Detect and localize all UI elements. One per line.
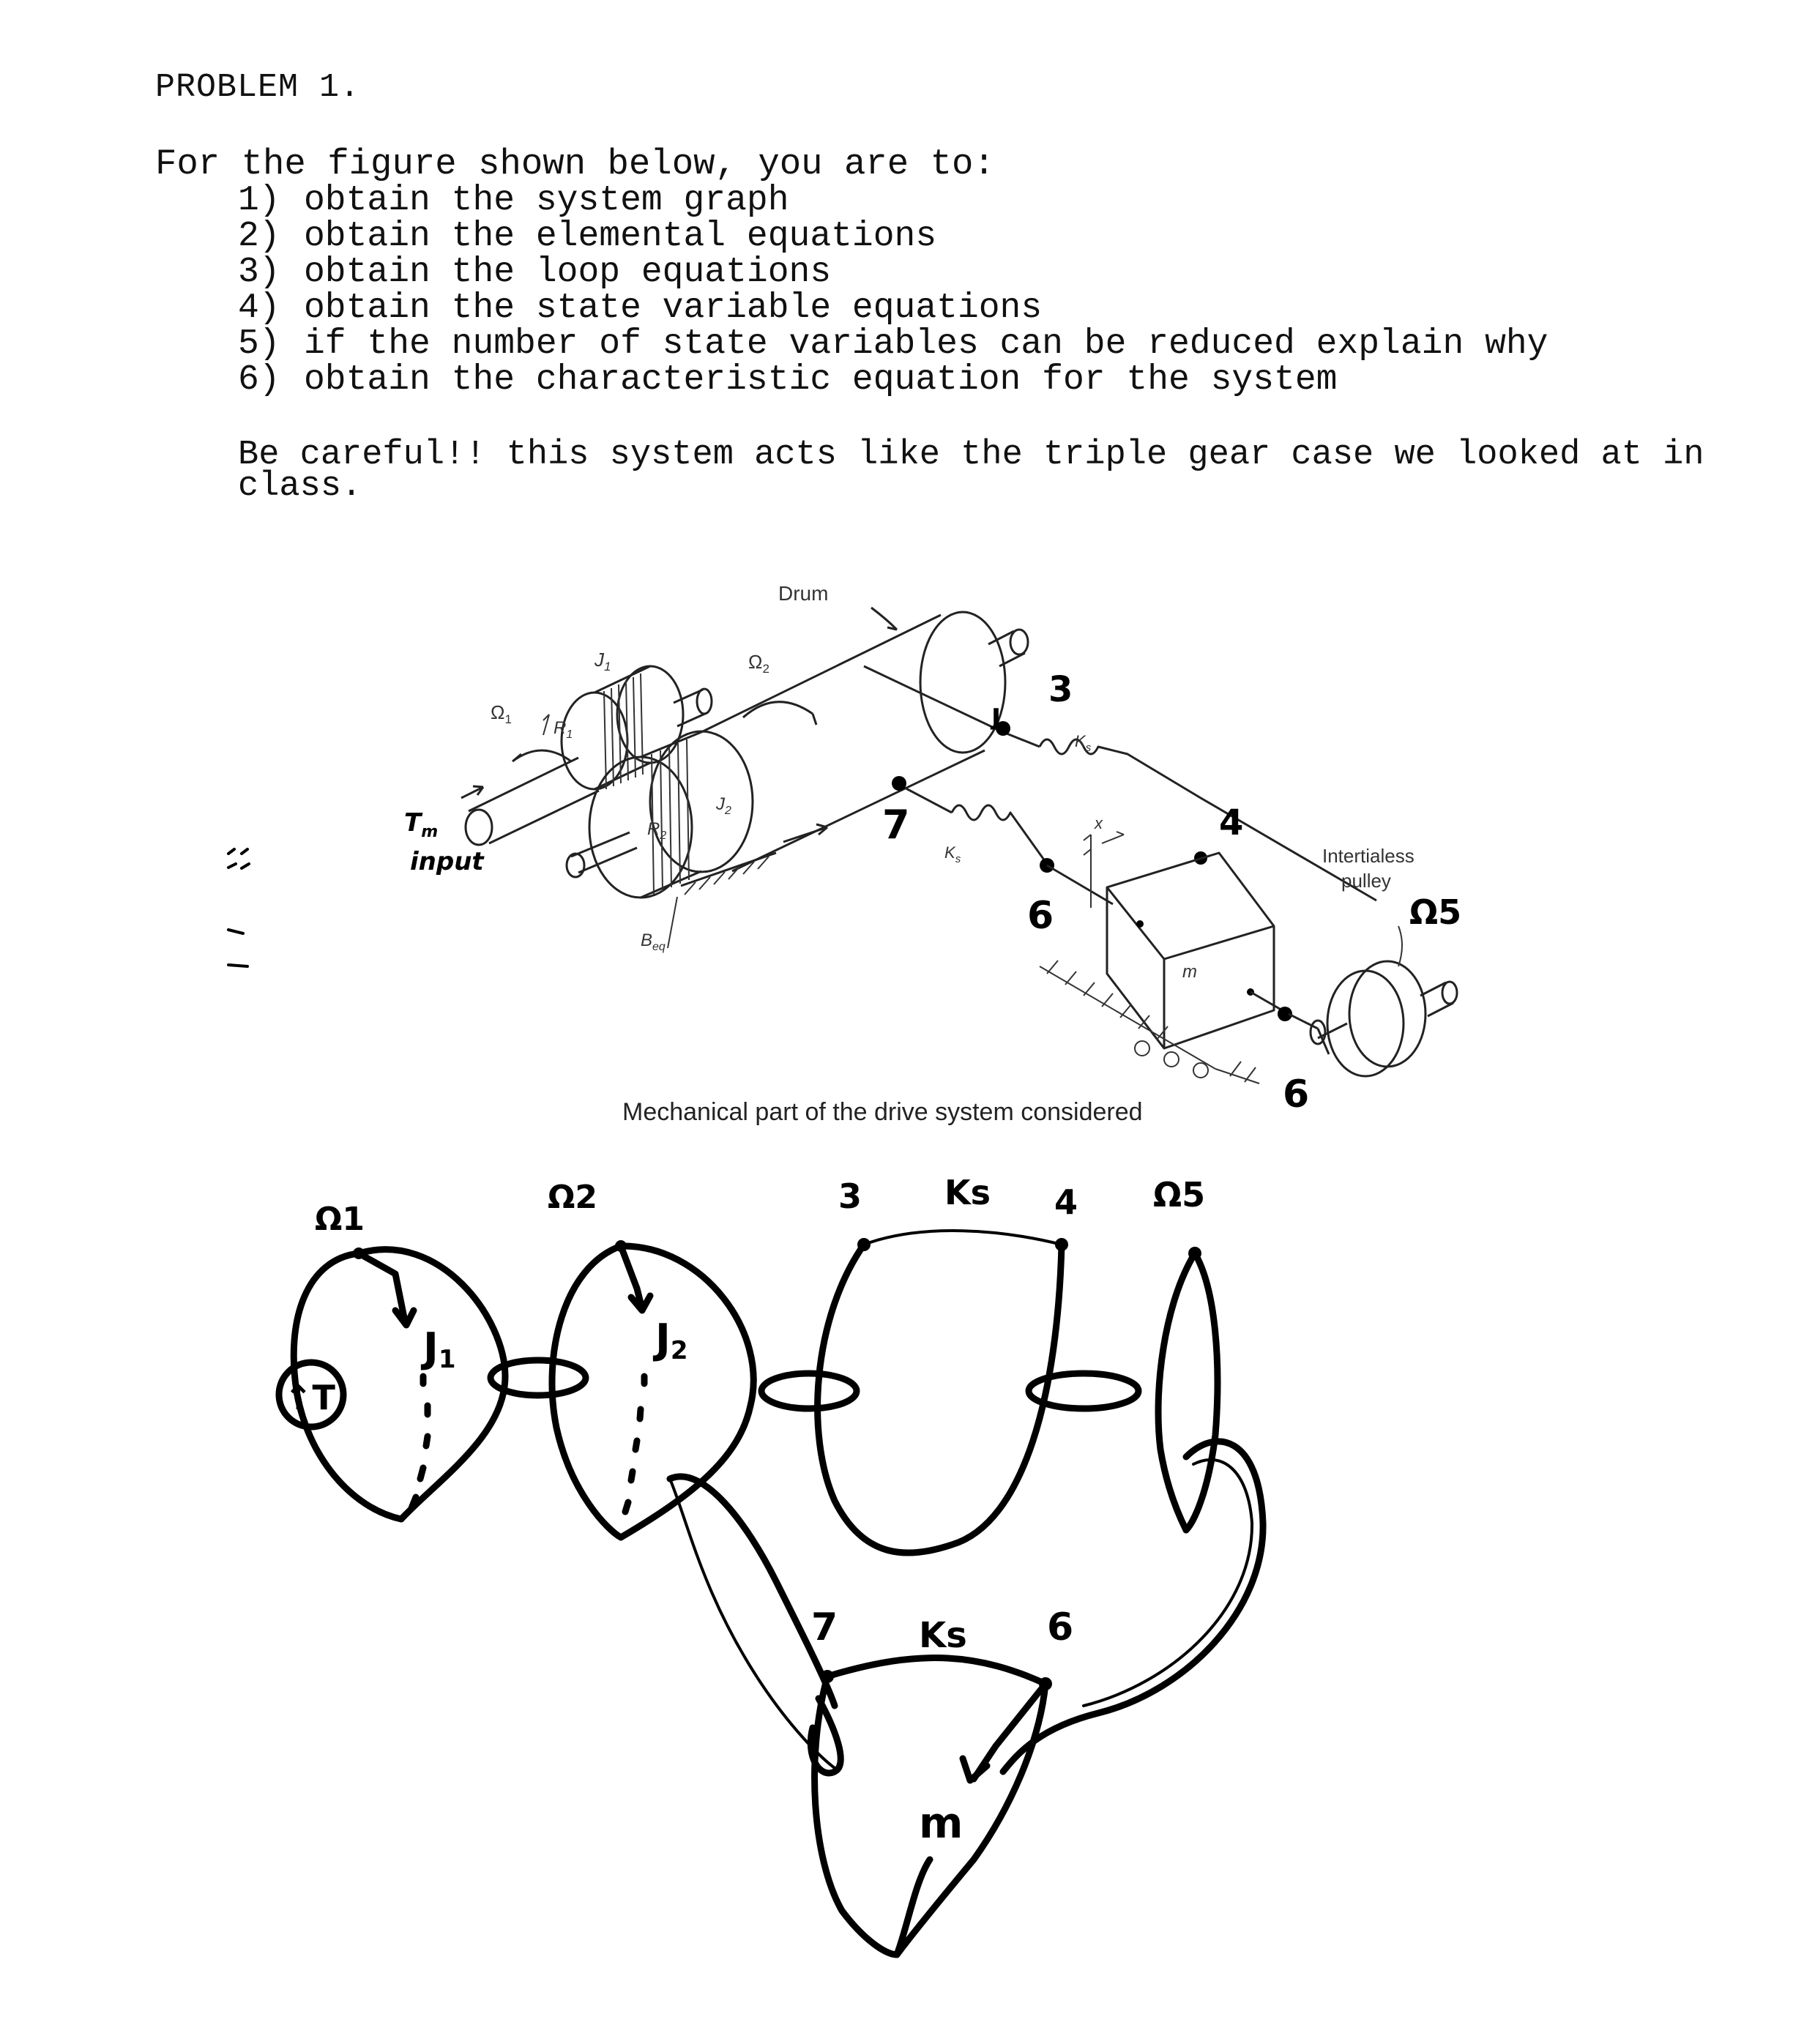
problem-title: PROBLEM 1. (155, 69, 361, 106)
warning-note: Be careful!! this system acts like the triple gear case we looked at in class. (238, 436, 1704, 506)
task-text: if the number of state variables can be reduced explain why (304, 324, 1548, 364)
r1-label (554, 718, 573, 741)
graph-label-ks-bottom: Ks (919, 1615, 967, 1656)
fig-node-3: 3 (1048, 669, 1073, 710)
fig-node-4: 4 (1219, 802, 1244, 843)
graph-label-7: 7 (811, 1605, 838, 1649)
fig-node-3-mark: ȷ (991, 698, 1002, 730)
task-number: 2) (238, 217, 280, 256)
graph-crosslink (670, 1477, 835, 1768)
fig-node-7: 7 (882, 802, 910, 848)
fig-node-6b: 6 (1283, 1073, 1310, 1116)
graph-label-omega5: Ω5 (1153, 1175, 1206, 1215)
ks-top-label (1075, 732, 1092, 754)
r1-label-sub: 1 (566, 728, 573, 741)
problem-intro: For the figure shown below, you are to: (155, 143, 995, 184)
torque-source (279, 1362, 343, 1427)
system-graph (279, 1173, 1263, 1955)
omega1-label-text: Ω (491, 701, 505, 723)
r1-label-text: R (554, 718, 567, 738)
margin-marks (228, 849, 249, 966)
task-number: 4) (238, 288, 280, 328)
spring-ks-bottom (892, 776, 1113, 904)
spring-ks-top (864, 666, 1376, 900)
graph-label-omega2: Ω2 (548, 1179, 598, 1216)
drum-label: Drum (778, 582, 829, 605)
tm-label-text: T (404, 808, 422, 838)
task-text: obtain the state variable equations (304, 288, 1043, 328)
omega2-label-text: Ω (748, 651, 763, 673)
inertialess-label: Intertialess (1322, 845, 1414, 867)
gear-j1 (562, 666, 712, 789)
graph-label-6: 6 (1047, 1605, 1074, 1649)
graph-label-3: 3 (838, 1176, 862, 1216)
graph-label-j2-text: J (655, 1316, 671, 1363)
graph-label-j2-sub: 2 (670, 1336, 688, 1365)
r2-label (647, 819, 666, 842)
graph-label-j1-text: J (423, 1324, 439, 1372)
j1-label-sub: 1 (604, 660, 611, 674)
task-number: 6) (238, 360, 280, 400)
task-text: obtain the loop equations (304, 253, 832, 292)
task-number: 3) (238, 253, 280, 292)
torque-source-label: ↑T (284, 1378, 335, 1417)
j1-label (594, 649, 611, 674)
fig-node-6a: 6 (1027, 894, 1054, 938)
tm-label-sub: m (421, 823, 439, 841)
graph-label-omega1: Ω1 (315, 1201, 365, 1238)
mass-block (1040, 832, 1318, 1083)
ks-bottom-label-text: K (944, 843, 955, 862)
beq-label-sub: eq (652, 941, 666, 953)
j2-label (715, 794, 731, 817)
fig-node-5: Ω5 (1409, 892, 1462, 932)
graph-label-j1-sub: 1 (438, 1345, 456, 1374)
task-text: obtain the characteristic equation for the system (304, 360, 1338, 400)
graph-label-mass: m (919, 1798, 963, 1848)
j2-label-text: J (716, 794, 725, 814)
pulley-label: pulley (1341, 870, 1391, 892)
mass-label: m (1182, 962, 1197, 982)
omega2-label (748, 651, 769, 676)
ks-top-label-sub: s (1085, 742, 1092, 754)
task-number: 5) (238, 324, 280, 364)
x-label: x (1095, 814, 1103, 832)
gear-transformer-2 (761, 1373, 857, 1409)
graph-label-ks-top: Ks (944, 1173, 991, 1212)
ks-top-label-text: K (1075, 732, 1086, 750)
tm-label (404, 808, 438, 841)
r2-label-text: R (647, 819, 660, 839)
inertialess-pulley (1311, 926, 1457, 1076)
figure-caption: Mechanical part of the drive system considered (622, 1098, 1143, 1126)
task-text: obtain the elemental equations (304, 217, 937, 256)
ks-bottom-label-sub: s (955, 853, 961, 865)
graph-loop-j2 (552, 1240, 753, 1537)
task-number: 1) (238, 181, 280, 220)
omega1-label-sub: 1 (504, 712, 512, 726)
graph-label-4: 4 (1054, 1182, 1078, 1222)
input-shaft (466, 758, 599, 845)
j1-label-text: J (594, 649, 604, 671)
task-text: obtain the system graph (304, 181, 789, 220)
input-label: input (410, 847, 484, 876)
r2-label-sub: 2 (660, 829, 667, 842)
graph-label-j1 (420, 1324, 456, 1374)
graph-label-j2 (652, 1316, 688, 1365)
omega2-label-sub: 2 (762, 662, 769, 676)
beq-label (641, 930, 666, 953)
beq-label-text: B (641, 930, 653, 950)
ks-bottom-label (944, 843, 961, 865)
j2-label-sub: 2 (725, 805, 731, 817)
mechanical-drive-figure (404, 582, 1461, 1126)
omega1-label (491, 701, 512, 726)
